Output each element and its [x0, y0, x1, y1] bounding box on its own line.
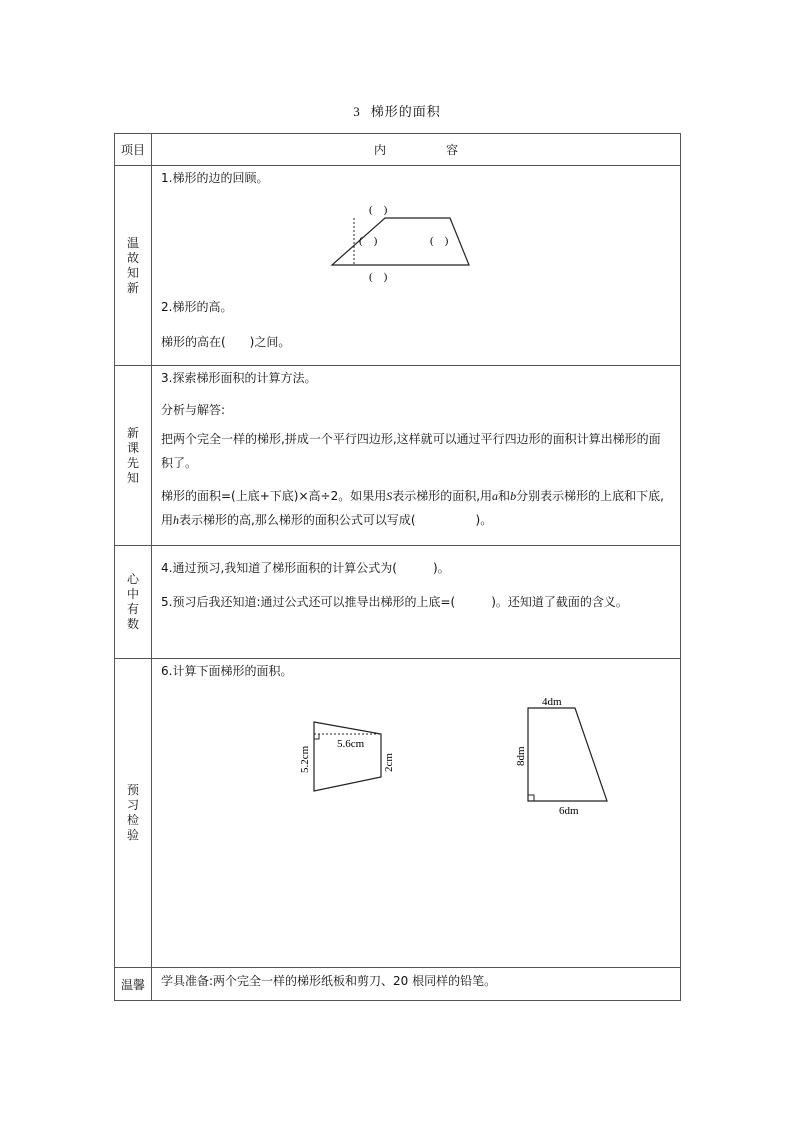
var-b: b [510, 489, 517, 503]
title-number: 3 [353, 104, 361, 119]
review-content [152, 166, 681, 366]
tip-row [115, 968, 681, 1001]
q3-p2-e: 表示梯形的高,那么梯形的面积公式可以写成( )。 [179, 513, 493, 527]
worksheet-table [114, 133, 681, 1001]
fig2-height: 8dm [515, 746, 527, 766]
q1-mid-blank: ( ) [359, 235, 378, 247]
practice-content [152, 659, 681, 968]
fig2-top: 4dm [542, 696, 562, 708]
self-check-row [115, 546, 681, 659]
preview-label: 新课先知 [126, 425, 139, 485]
practice-label: 预习检验 [126, 783, 139, 842]
q2-text: 2.梯形的高。 [161, 300, 233, 314]
q1-bottom-blank: ( ) [369, 271, 388, 283]
q4-text: 4.通过预习,我知道了梯形面积的计算公式为( )。 [161, 561, 450, 575]
self-check-label: 心中有数 [126, 572, 139, 631]
q3-p2-b: 表示梯形的面积,用 [392, 489, 493, 503]
preview-label-cell [115, 366, 152, 546]
q3-analysis: 分析与解答: [161, 403, 226, 417]
fig2-bottom: 6dm [559, 805, 579, 817]
tip-text: 学具准备:两个完全一样的梯形纸板和剪刀、20 根同样的铅笔。 [161, 974, 497, 988]
review-label: 温故知新 [126, 235, 139, 295]
fig1-width: 5.6cm [337, 738, 365, 750]
preview-row [115, 366, 681, 546]
practice-row [115, 659, 681, 968]
q3-p2-a: 梯形的面积=(上底+下底)×高÷2。如果用 [161, 489, 387, 503]
q1-side-blank: ( ) [430, 235, 449, 247]
fig1-left: 5.2cm [299, 745, 311, 773]
tip-label: 温馨 [115, 968, 152, 1001]
fig1-right: 2cm [383, 753, 395, 772]
header-content-label: 内 容 [373, 143, 482, 157]
var-h: h [173, 513, 180, 527]
q3-paragraph-2 [161, 484, 670, 532]
self-check-content [152, 546, 681, 659]
q1-text: 1.梯形的边的回顾。 [161, 171, 269, 185]
review-row [115, 166, 681, 366]
trapezoid-sides-figure [332, 202, 712, 292]
practice-label-cell [115, 659, 152, 968]
q1-top-blank: ( ) [369, 204, 388, 216]
q3-paragraph-1: 把两个完全一样的梯形,拼成一个平行四边形,这样就可以通过平行四边形的面积计算出梯形的面积了。 [161, 432, 661, 470]
trapezoid-figure-1 [255, 717, 395, 807]
var-s: S [386, 489, 393, 503]
page-title [0, 101, 794, 120]
header-item: 项目 [115, 134, 152, 166]
title-text: 梯形的面积 [370, 105, 441, 120]
header-content [152, 134, 681, 166]
var-a: a [492, 489, 499, 503]
q6-text: 6.计算下面梯形的面积。 [161, 664, 293, 678]
header-row [115, 134, 681, 166]
q3-p2-c: 和 [498, 489, 511, 503]
q5-text: 5.预习后我还知道:通过公式还可以推导出梯形的上底=( )。还知道了截面的含义。 [161, 595, 628, 609]
trapezoid-figure-2 [474, 695, 614, 825]
q3-text: 3.探索梯形面积的计算方法。 [161, 371, 317, 385]
q3-p2-d: 分别表示梯形的上底和下底,用 [161, 489, 664, 527]
q2-line: 梯形的高在( )之间。 [161, 335, 291, 349]
self-check-label-cell [115, 546, 152, 659]
tip-content [152, 968, 681, 1001]
review-label-cell [115, 166, 152, 366]
preview-content [152, 366, 681, 546]
